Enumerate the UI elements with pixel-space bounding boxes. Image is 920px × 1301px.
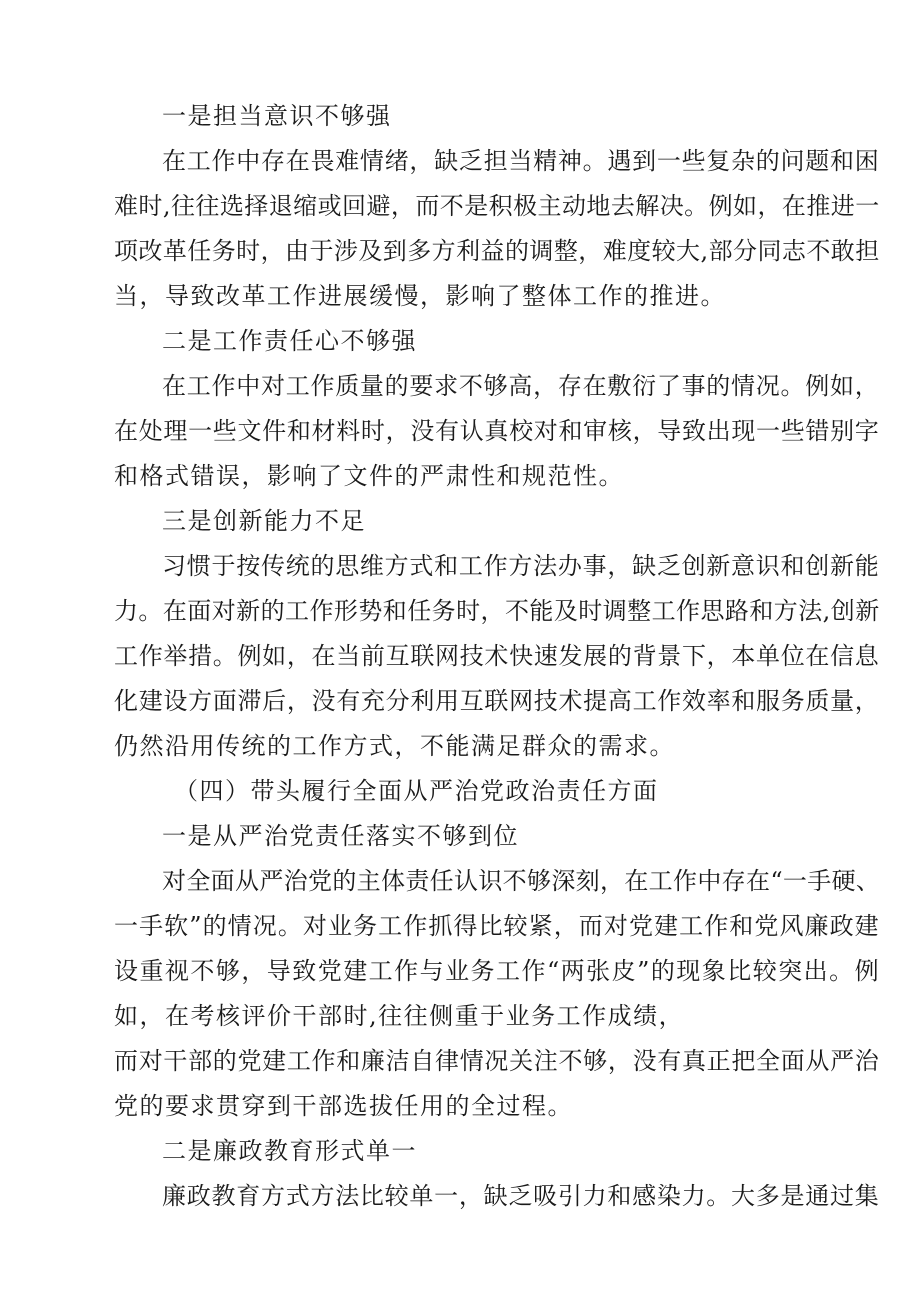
paragraph-line: 廉政教育方式方法比较单一，缺乏吸引力和感染力。大多是通过集 (162, 1182, 880, 1210)
paragraph-line: 在处理一些文件和材料时，没有认真校对和审核，导致出现一些错别字 (114, 417, 880, 445)
paragraph-line: 在工作中存在畏难情绪，缺乏担当精神。遇到一些复杂的问题和困 (162, 147, 880, 175)
paragraph-line: 难时,往往选择退缩或回避，而不是积极主动地去解决。例如，在推进一 (114, 192, 880, 220)
paragraph-line: 党的要求贯穿到干部选拔任用的全过程。 (114, 1092, 573, 1120)
paragraph-line: 当，导致改革工作进展缓慢，影响了整体工作的推进。 (114, 282, 726, 310)
paragraph-line: 而对干部的党建工作和廉洁自律情况关注不够，没有真正把全面从严治 (114, 1047, 880, 1075)
section-heading-four: （四）带头履行全面从严治党政治责任方面 (174, 777, 659, 805)
heading-integrity-education: 二是廉政教育形式单一 (162, 1137, 417, 1165)
paragraph-line: 对全面从严治党的主体责任认识不够深刻，在工作中存在“一手硬、 (162, 867, 881, 895)
heading-responsibility-awareness: 一是担当意识不够强 (162, 102, 392, 130)
heading-innovation: 三是创新能力不足 (162, 507, 366, 535)
paragraph-line: 一手软”的情况。对业务工作抓得比较紧，而对党建工作和党风廉政建 (114, 912, 880, 940)
paragraph-line: 仍然沿用传统的工作方式，不能满足群众的需求。 (114, 732, 675, 760)
heading-work-responsibility: 二是工作责任心不够强 (162, 327, 417, 355)
paragraph-line: 工作举措。例如，在当前互联网技术快速发展的背景下，本单位在信息 (114, 642, 880, 670)
paragraph-line: 和格式错误，影响了文件的严肃性和规范性。 (114, 462, 624, 490)
paragraph-line: 设重视不够，导致党建工作与业务工作“两张皮”的现象比较突出。例 (114, 957, 881, 985)
paragraph-line: 习惯于按传统的思维方式和工作方法办事，缺乏创新意识和创新能 (162, 552, 880, 580)
paragraph-line: 如，在考核评价干部时,往往侧重于业务工作成绩， (114, 1002, 685, 1030)
paragraph-line: 力。在面对新的工作形势和任务时，不能及时调整工作思路和方法,创新 (114, 597, 880, 625)
heading-party-governance: 一是从严治党责任落实不够到位 (162, 822, 519, 850)
paragraph-line: 项改革任务时，由于涉及到多方利益的调整，难度较大,部分同志不敢担 (114, 237, 880, 265)
paragraph-line: 在工作中对工作质量的要求不够高，存在敷衍了事的情况。例如， (162, 372, 880, 400)
paragraph-line: 化建设方面滞后，没有充分利用互联网技术提高工作效率和服务质量， (114, 687, 880, 715)
